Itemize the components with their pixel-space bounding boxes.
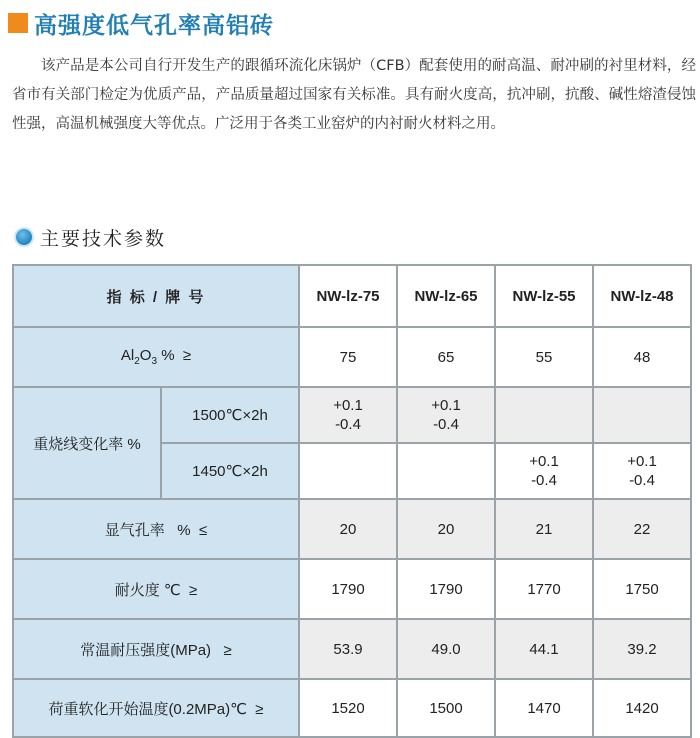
- reheat-label: 重烧线变化率 %: [13, 387, 161, 499]
- table-row: [13, 619, 691, 679]
- table-cell: 1790: [299, 559, 397, 619]
- brand-cell: NW-lz-75: [299, 265, 397, 327]
- table-cell: [495, 387, 593, 443]
- table-cell: 39.2: [593, 619, 691, 679]
- table-cell: 1750: [593, 559, 691, 619]
- table-header-row: [13, 265, 691, 327]
- table-cell: 1420: [593, 679, 691, 737]
- table-cell: [299, 443, 397, 499]
- al2o3-sub1: 2: [134, 356, 140, 367]
- brand-cell: NW-lz-48: [593, 265, 691, 327]
- table-cell: 75: [299, 327, 397, 387]
- table-cell: [397, 387, 495, 443]
- porosity-label: 显气孔率 % ≤: [13, 499, 299, 559]
- table-cell: [593, 387, 691, 443]
- table-row: [13, 327, 691, 387]
- softening-label: 荷重软化开始温度(0.2MPa)℃ ≥: [13, 679, 299, 737]
- brand-cell: NW-lz-65: [397, 265, 495, 327]
- table-cell: 55: [495, 327, 593, 387]
- intro-text: 该产品是本公司自行开发生产的跟循环流化床锅炉（CFB）配套使用的耐高温、耐冲刷的衬里材料，经省市有关部门检定为优质产品，产品质量超过国家有关标准。具有耐火度高，抗冲刷，抗酸、碱性熔渣侵蚀性强，高温机械强度大等优点。广泛用于各类工业窑炉的内衬耐火材料之用。: [12, 58, 696, 132]
- al2o3-label-suffix: % ≥: [157, 347, 192, 364]
- table-cell: 1770: [495, 559, 593, 619]
- table-cell: 1500: [397, 679, 495, 737]
- crushing-label: 常温耐压强度(MPa) ≥: [13, 619, 299, 679]
- table-row: [13, 387, 691, 443]
- cell-line: +0.1: [431, 397, 461, 414]
- table-cell: 49.0: [397, 619, 495, 679]
- reheat-condition: 1500℃×2h: [161, 387, 299, 443]
- table-cell: 65: [397, 327, 495, 387]
- brand-cell: NW-lz-55: [495, 265, 593, 327]
- section-title: 主要技术参数: [40, 227, 167, 250]
- intro-paragraph: [12, 52, 696, 139]
- page-title: 高强度低气孔率高铝砖: [34, 12, 274, 39]
- table-cell: 1790: [397, 559, 495, 619]
- bullet-circle-icon: [14, 227, 34, 247]
- table-cell: 44.1: [495, 619, 593, 679]
- table-cell: [397, 443, 495, 499]
- cell-line: +0.1: [333, 397, 363, 414]
- table-cell: 21: [495, 499, 593, 559]
- cell-line: -0.4: [629, 472, 655, 489]
- table-row: [13, 559, 691, 619]
- table-cell: 20: [299, 499, 397, 559]
- table-cell: [593, 443, 691, 499]
- cell-line: +0.1: [627, 453, 657, 470]
- table-row: [13, 679, 691, 737]
- header-label-cell: [13, 265, 299, 327]
- table-cell: 1470: [495, 679, 593, 737]
- table-row: [13, 499, 691, 559]
- refractoriness-label: 耐火度 ℃ ≥: [13, 559, 299, 619]
- table-cell: 53.9: [299, 619, 397, 679]
- title-row: [8, 6, 274, 40]
- table-cell: 22: [593, 499, 691, 559]
- al2o3-label: [13, 327, 299, 387]
- table-cell: 1520: [299, 679, 397, 737]
- al2o3-sub2: 3: [151, 356, 158, 367]
- al2o3-label-mid: O: [139, 347, 152, 364]
- table-cell: 48: [593, 327, 691, 387]
- table-cell: [299, 387, 397, 443]
- cell-line: -0.4: [531, 472, 557, 489]
- al2o3-label-prefix: Al: [120, 347, 135, 364]
- table-cell: 20: [397, 499, 495, 559]
- header-label: 指 标 / 牌 号: [106, 288, 206, 306]
- cell-line: -0.4: [335, 416, 361, 433]
- section-heading: [14, 222, 166, 252]
- spec-table: [12, 264, 692, 738]
- cell-line: +0.1: [529, 453, 559, 470]
- table-cell: [495, 443, 593, 499]
- reheat-condition: 1450℃×2h: [161, 443, 299, 499]
- title-square-icon: [8, 13, 28, 33]
- cell-line: -0.4: [433, 416, 459, 433]
